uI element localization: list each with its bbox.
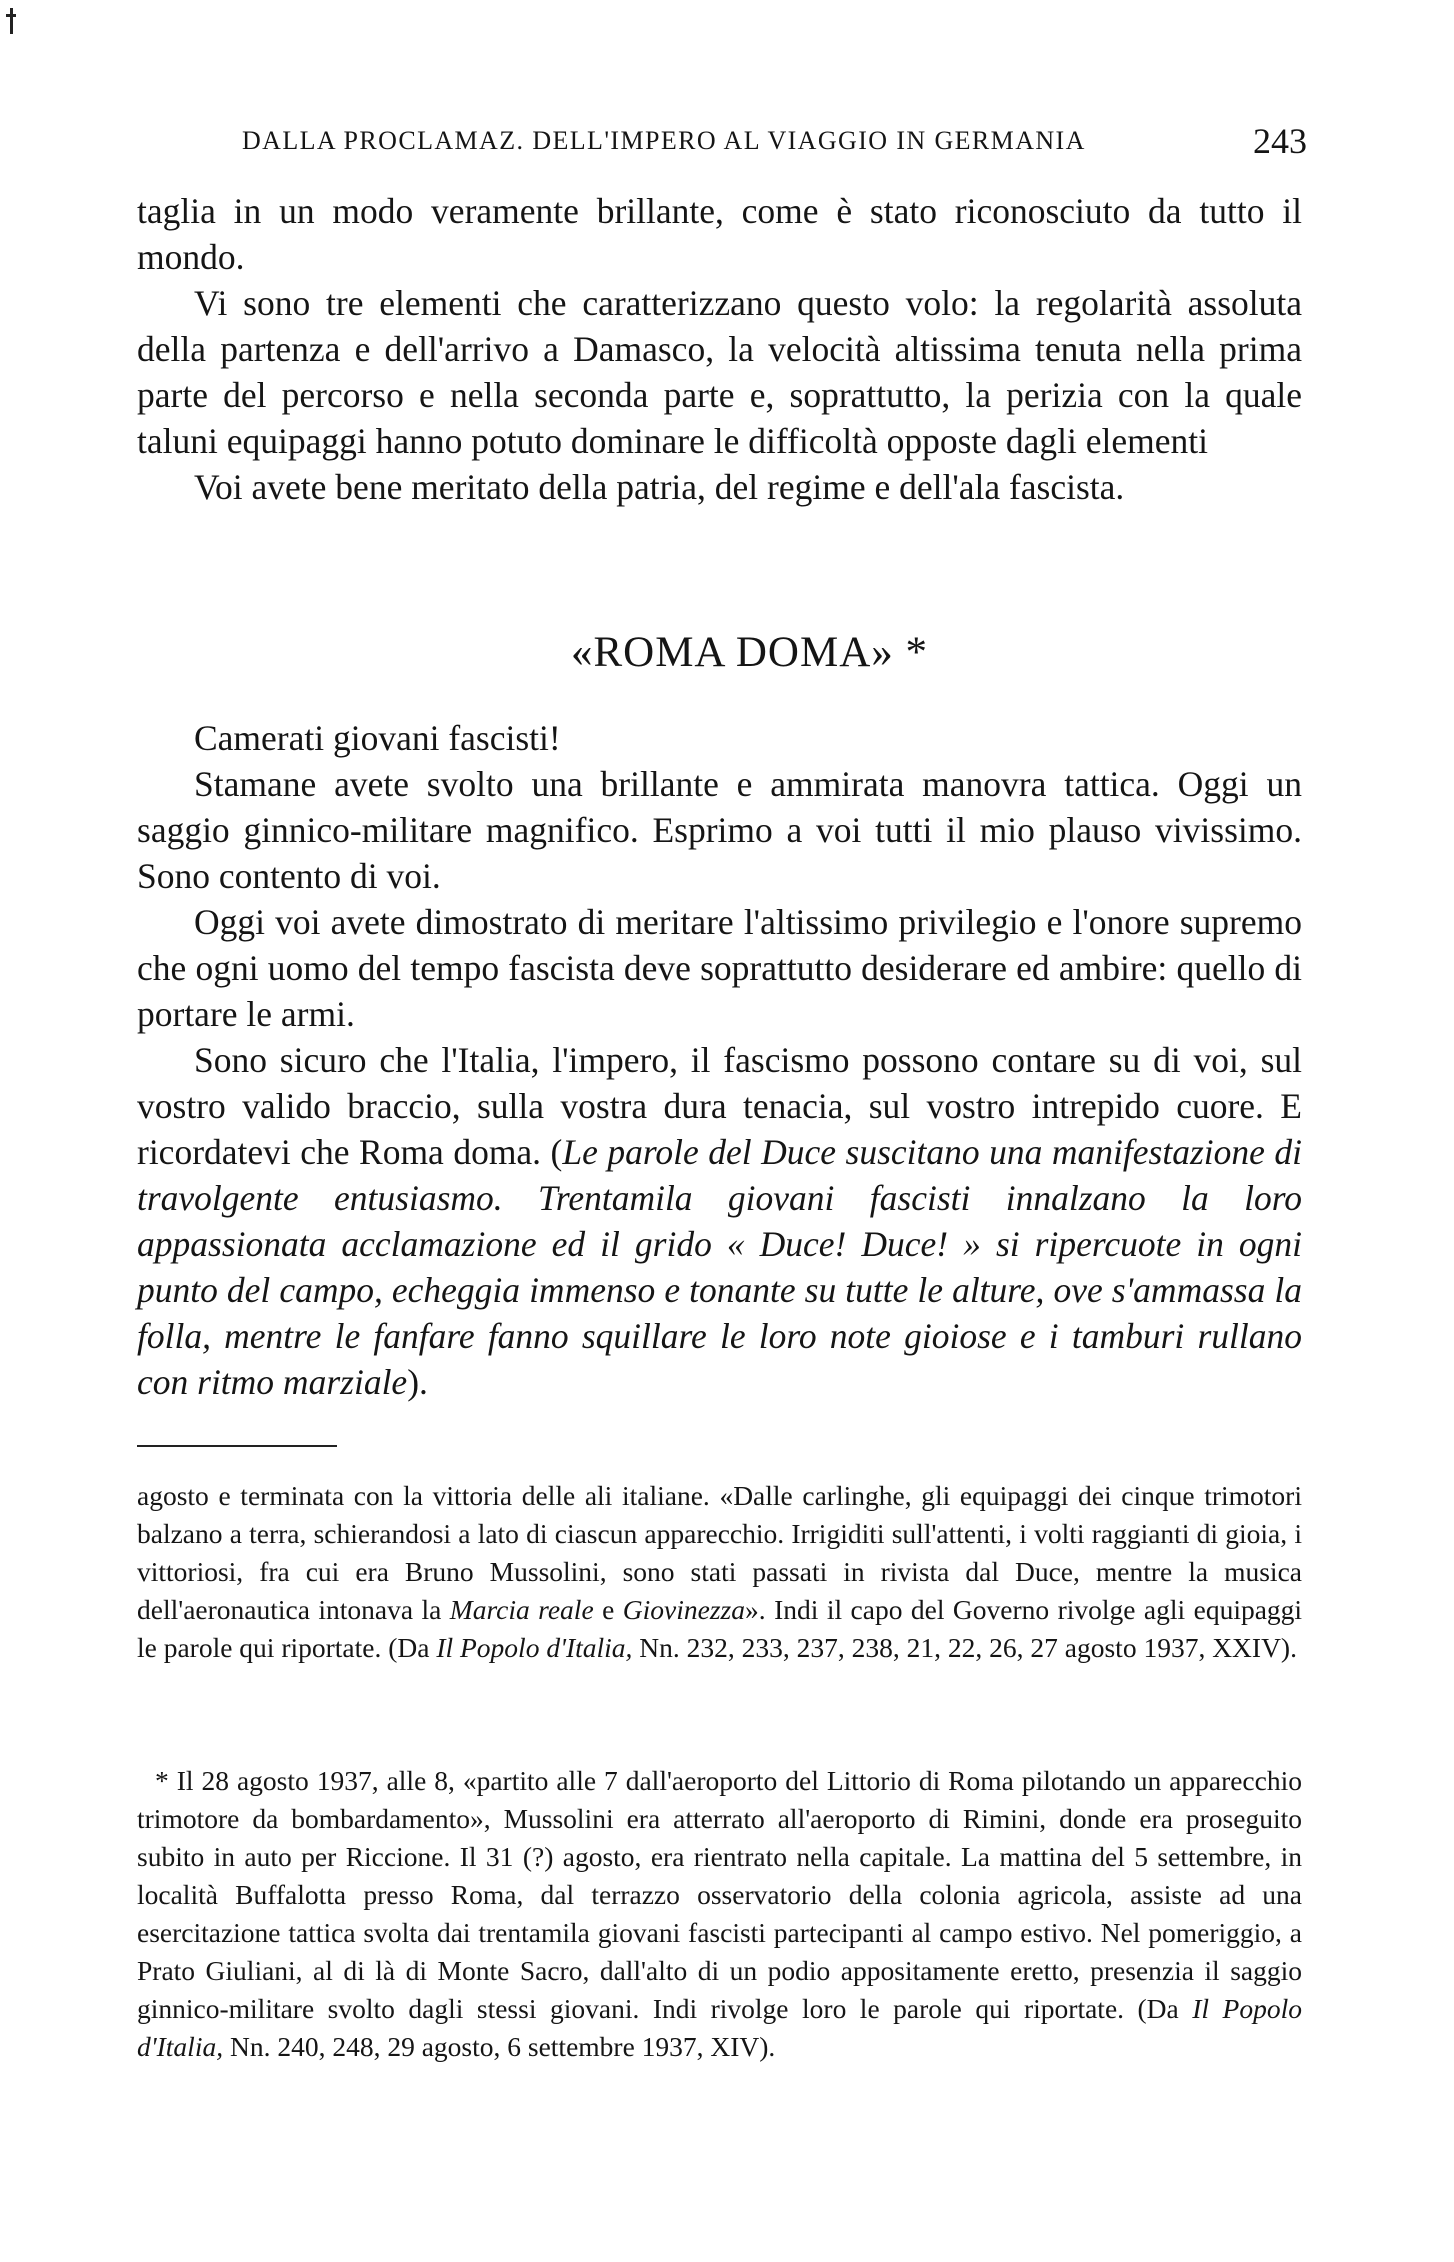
section-title bbox=[137, 628, 1302, 677]
footnote-text: Nn. 240, 248, 29 agosto, 6 settembre 1937, XIV). bbox=[229, 2031, 776, 2062]
paragraph: taglia in un modo veramente brillante, come è stato riconosciuto da tutto il mondo. bbox=[137, 191, 1302, 277]
footnote-text: agosto e terminata con la vittoria delle ali italiane. «Dalle carlinghe, gli equipaggi dei cinque trimotori balzano a terra, schierandosi a lato di ciascun apparecchio. Irrigiditi sull'attenti, i volti raggianti di gioia, i vittoriosi, fra cui era Bruno Mussolini, sono stati passati in rivista dal Duce, mentre la musica dell'aeronautica intonava la bbox=[137, 1480, 1302, 1625]
footnote-paragraph bbox=[137, 1477, 1302, 1667]
footnote-text: * Il 28 agosto 1937, alle 8, «partito alle 7 dall'aeroporto del Littorio di Roma pilotando un apparecchio trimotore da bombardamento», Mussolini era atterrato all'aeroporto di Rimini, donde era proseguito subito in auto per Riccione. Il 31 (?) agosto, era rientrato nella capitale. La mattina del 5 settembre, in località Buffalotta presso Roma, dal terrazzo osservatorio della colonia agricola, assiste ad una esercitazione tattica svolta dai trentamila giovani fascisti partecipanti al campo estivo. Nel pomeriggio, a Prato Giuliani, al di là di Monte Sacro, dall'alto di un podio appositamente eretto, presenzia il saggio ginnico-militare svolto dagli stessi giovani. Indi rivolge loro le parole qui riportate. (Da bbox=[137, 1765, 1302, 2024]
footnote-text: Nn. 232, 233, 237, 238, 21, 22, 26, 27 agosto 1937, XXIV). bbox=[639, 1632, 1297, 1663]
paragraph: Stamane avete svolto una brillante e ammirata manovra tattica. Oggi un saggio ginnico-militare magnifico. Esprimo a voi tutti il mio plauso vivissimo. Sono contento di voi. bbox=[137, 764, 1302, 896]
footnote-text: ». Indi il capo del Governo rivolge agli equipaggi le parole qui riportate. (Da bbox=[137, 1594, 1303, 1663]
paragraph: Voi avete bene meritato della patria, del regime e dell'ala fascista. bbox=[194, 467, 1125, 507]
footnote-separator bbox=[137, 1445, 337, 1447]
footnote-paragraph bbox=[137, 1762, 1302, 2066]
footnote-roma-doma bbox=[137, 1762, 1302, 2066]
stage-direction: Le parole del Duce suscitano una manifestazione di travolgente entusiasmo. Trentamila giovani fascisti innalzano la loro appassionata acclamazione ed il grido « Duce! Duce! » si ripercuote in ogni punto del campo, echeggia immenso e tonante su tutte le alture, ove s'ammassa la folla, mentre le fanfare fanno squillare le loro note gioiose e i tamburi rullano con ritmo marziale bbox=[137, 1132, 1302, 1402]
page-number: 243 bbox=[1253, 121, 1307, 161]
paragraph-end: ). bbox=[407, 1362, 428, 1402]
footnote-text: e bbox=[602, 1594, 615, 1625]
scan-mark bbox=[6, 14, 16, 17]
paragraph bbox=[137, 1037, 1302, 1405]
speech-text-roma-doma bbox=[137, 715, 1302, 1405]
footnote-italic: Giovinezza bbox=[622, 1594, 746, 1625]
running-head: DALLA PROCLAMAZ. DELL'IMPERO AL VIAGGIO IN GERMANIA bbox=[242, 126, 1086, 155]
speech-text-top bbox=[137, 188, 1302, 510]
page-header bbox=[242, 120, 1307, 164]
footnote-continued bbox=[137, 1477, 1302, 1667]
paragraph-text: Sono sicuro che l'Italia, l'impero, il fascismo possono contare su di voi, sul vostro valido braccio, sulla vostra dura tenacia, sul vostro intrepido cuore. E ricordatevi che Roma doma. ( bbox=[137, 1040, 1302, 1172]
paragraph: Camerati giovani fascisti! bbox=[194, 718, 561, 758]
paragraph: Vi sono tre elementi che caratterizzano questo volo: la regolarità assoluta della partenza e dell'arrivo a Damasco, la velocità altissima tenuta nella prima parte del percorso e nella seconda parte e, soprattutto, la perizia con la quale taluni equipaggi hanno potuto dominare le difficoltà opposte dagli elementi bbox=[137, 283, 1302, 461]
footnote-italic: Il Popolo d'Italia, bbox=[137, 1993, 1302, 2062]
footnote-italic: Il Popolo d'Italia, bbox=[436, 1632, 633, 1663]
section-title-text: «ROMA DOMA» * bbox=[570, 629, 929, 676]
footnote-italic: Marcia reale bbox=[449, 1594, 594, 1625]
scan-mark bbox=[10, 8, 13, 34]
paragraph: Oggi voi avete dimostrato di meritare l'altissimo privilegio e l'onore supremo che ogni uomo del tempo fascista deve soprattutto desiderare ed ambire: quello di portare le armi. bbox=[137, 902, 1302, 1034]
